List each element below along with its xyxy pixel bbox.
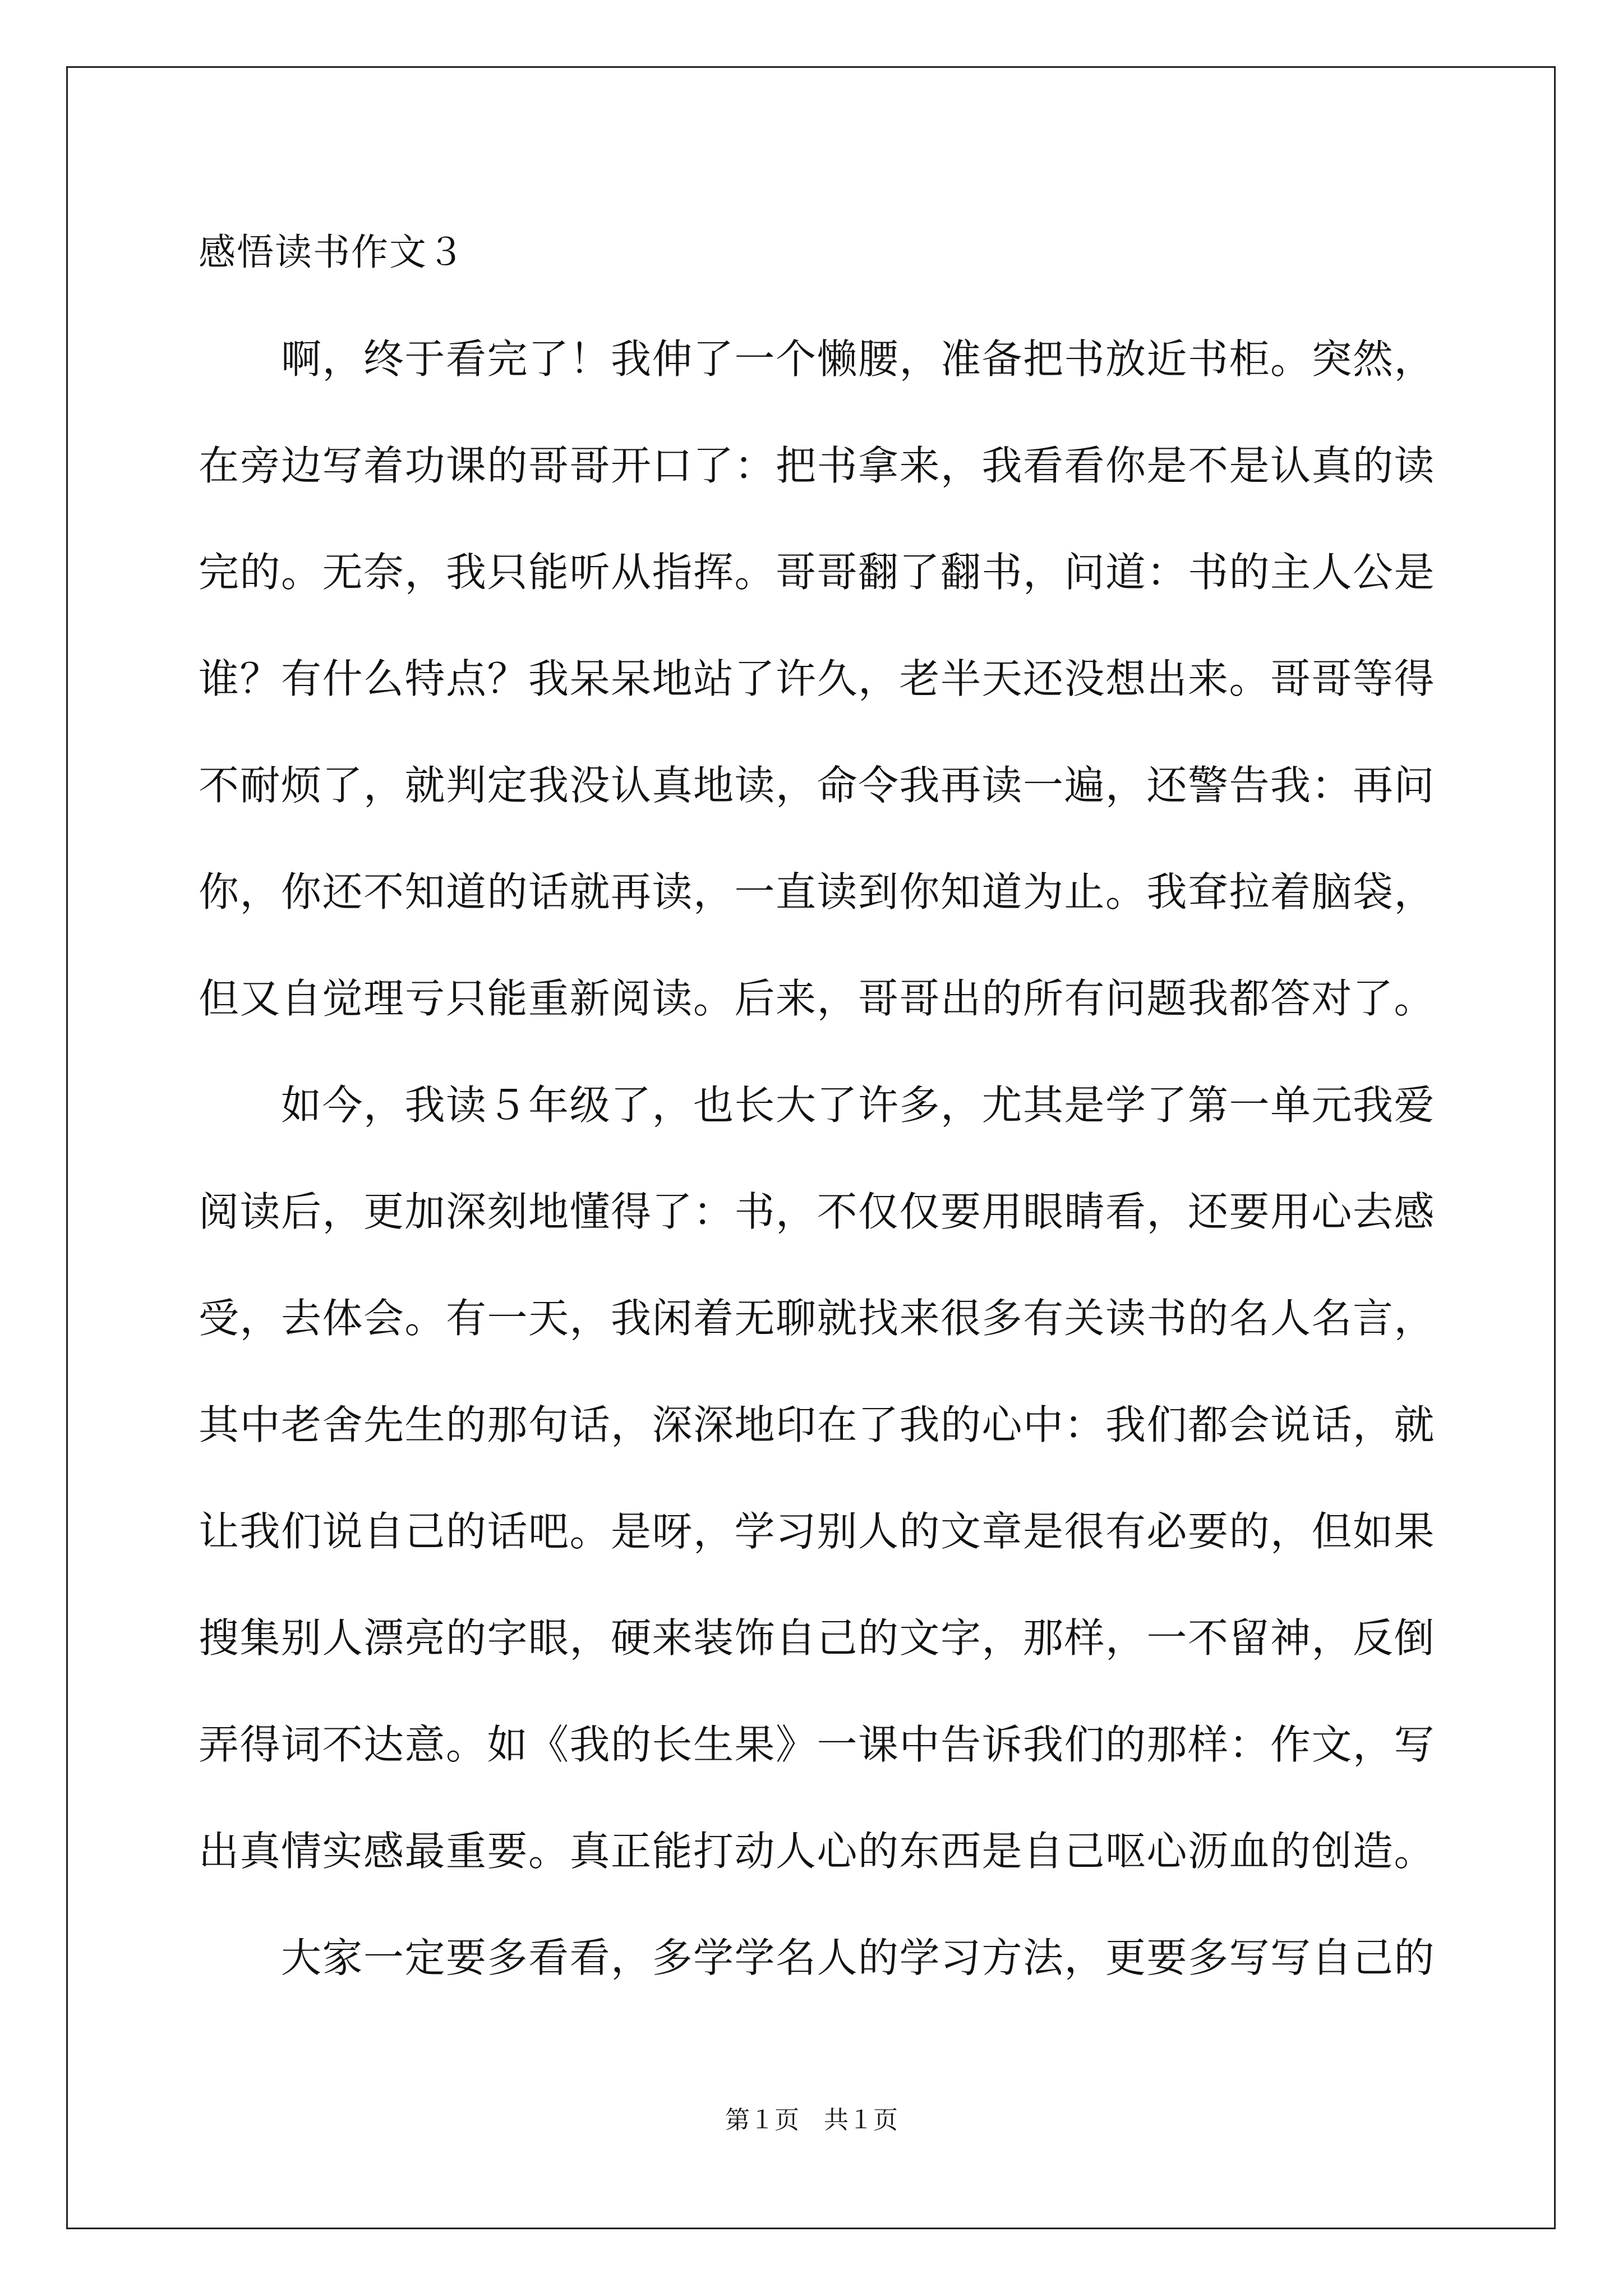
body-line: 啊，终于看完了！我伸了一个懒腰，准备把书放近书柜。突然， <box>199 335 1436 383</box>
body-line: 阅读后，更加深刻地懂得了：书，不仅仅要用眼睛看，还要用心去感 <box>199 1188 1436 1235</box>
body-line: 但又自觉理亏只能重新阅读。后来，哥哥出的所有问题我都答对了。 <box>199 975 1436 1022</box>
body-line: 弄得词不达意。如《我的长生果》一课中告诉我们的那样：作文，写 <box>199 1721 1436 1768</box>
body-line: 如今，我读５年级了，也长大了许多，尤其是学了第一单元我爱 <box>199 1082 1436 1129</box>
body-line: 搜集别人漂亮的字眼，硬来装饰自己的文字，那样，一不留神，反倒 <box>199 1614 1436 1662</box>
body-line: 不耐烦了，就判定我没认真地读，命令我再读一遍，还警告我：再问 <box>199 762 1436 809</box>
body-line: 你，你还不知道的话就再读，一直读到你知道为止。我耷拉着脑袋， <box>199 868 1436 915</box>
body-line: 在旁边写着功课的哥哥开口了：把书拿来，我看看你是不是认真的读 <box>199 442 1436 489</box>
body-line: 其中老舍先生的那句话，深深地印在了我的心中：我们都会说话，就 <box>199 1401 1436 1448</box>
body-line: 出真情实感最重要。真正能打动人心的东西是自己呕心沥血的创造。 <box>199 1828 1436 1875</box>
document-title: 感悟读书作文３ <box>199 231 465 274</box>
body-line: 谁？有什么特点？我呆呆地站了许久，老半天还没想出来。哥哥等得 <box>199 655 1436 702</box>
body-line: 让我们说自己的话吧。是呀，学习别人的文章是很有必要的，但如果 <box>199 1508 1436 1555</box>
body-line: 完的。无奈，我只能听从指挥。哥哥翻了翻书，问道：书的主人公是 <box>199 549 1436 596</box>
page-border <box>66 66 1556 2229</box>
body-line: 受，去体会。有一天，我闲着无聊就找来很多有关读书的名人名言， <box>199 1295 1436 1342</box>
page-footer: 第１页 共１页 <box>725 2106 898 2134</box>
body-line: 大家一定要多看看，多学学名人的学习方法，更要多写写自己的 <box>199 1934 1436 1981</box>
